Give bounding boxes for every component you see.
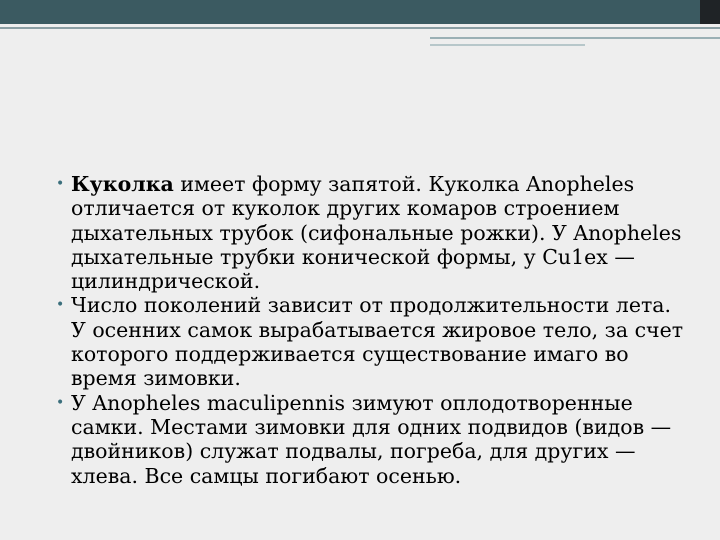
bullet-marker: • (56, 176, 65, 192)
bullet-marker: • (56, 297, 65, 314)
accent-line (430, 37, 720, 39)
bullet-text: имеет форму запятой. Куколка Anopheles отличается от куколок других комаров строением дыхательных трубок (сифональные рожки). У Anopheles дыхательные трубки конической формы, у Cu1ex — цилиндрической. (71, 172, 682, 294)
bullet-item (56, 172, 684, 293)
bullet-bold-lead: Куколка (71, 172, 174, 196)
header-band-corner (700, 0, 720, 24)
bullet-item (56, 293, 684, 390)
bullet-text: Число поколений зависит от продолжительности лета. У осенних самок вырабатывается жировое тело, за счет которого поддерживается существование имаго во время зимовки. (71, 293, 684, 391)
header-rule (0, 27, 720, 29)
bullet-list (56, 172, 684, 488)
bullet-text: У Anopheles maculipennis зимуют оплодотворенные самки. Местами зимовки для одних подвидов (видов —двойников) служат подвалы, погреба, для других — хлева. Все самцы погибают осенью. (71, 390, 672, 488)
header-band (0, 0, 720, 24)
bullet-item (56, 391, 684, 488)
bullet-marker: • (56, 394, 65, 411)
accent-line (430, 44, 585, 46)
